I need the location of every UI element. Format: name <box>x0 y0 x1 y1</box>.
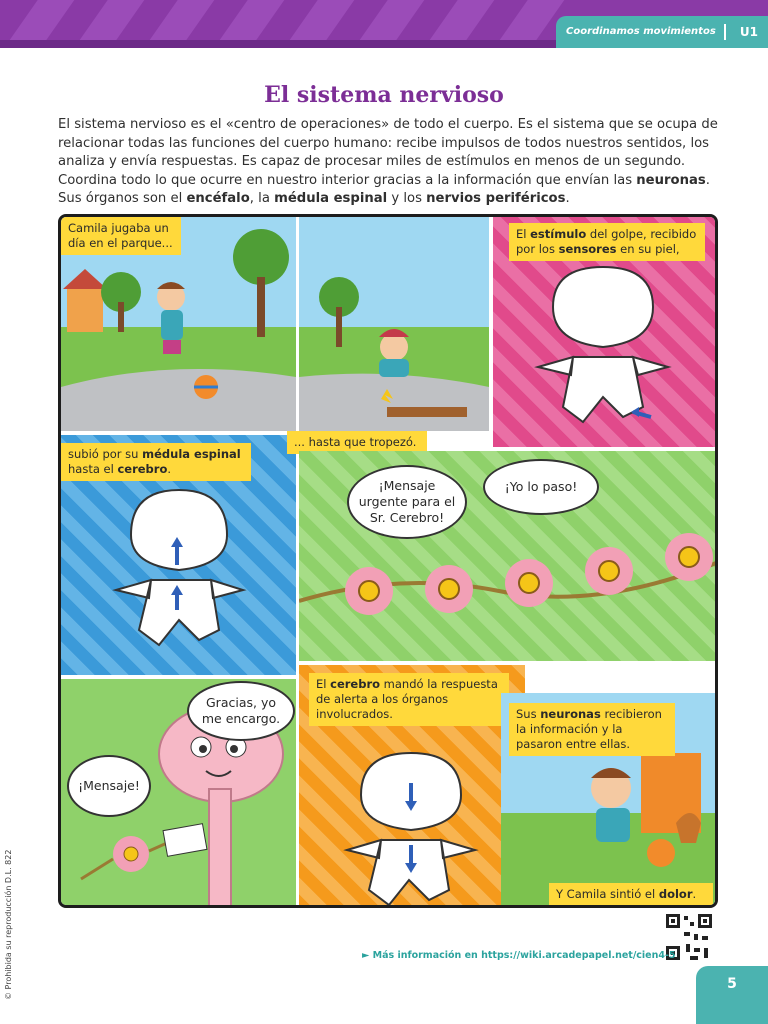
unit-title: Coordinamos movimientos <box>566 26 716 37</box>
more-info-link[interactable]: ► Más información en https://wiki.arcadepapel.net/cien4-5 <box>362 950 676 961</box>
panel-spinal-cord <box>61 435 296 675</box>
caption-park: Camila jugaba un día en el parque... <box>61 217 181 255</box>
caption-spinal: subió por su médula espinal hasta el cerebro. <box>61 443 251 481</box>
copyright-note: © Prohibida su reproducción D.L. 822 <box>4 849 13 1000</box>
comic-strip <box>58 214 718 908</box>
caption-response: El cerebro mandó la respuesta de alerta a los órganos involucrados. <box>309 673 509 726</box>
term-encefalo: encéfalo <box>186 191 250 206</box>
intro-text: , la <box>249 191 275 206</box>
panel-park-playing <box>61 217 296 431</box>
panel-response <box>299 665 525 908</box>
term-medula: médula espinal <box>274 191 388 206</box>
panel-neurons <box>299 451 718 661</box>
intro-text: . <box>565 191 570 206</box>
intro-text: . Sus órganos son el <box>58 172 710 206</box>
intro-text: y los <box>387 191 427 206</box>
page-number: 5 <box>696 966 768 1024</box>
unit-code: U1 <box>739 25 758 39</box>
panel-pain <box>501 693 718 908</box>
trip-scene-illustration <box>299 217 489 431</box>
panel-trip <box>299 217 489 431</box>
speech-bubble-urgent: ¡Mensaje urgente para el Sr. Cerebro! <box>347 465 467 539</box>
speech-bubble-pass: ¡Yo lo paso! <box>483 459 599 515</box>
caption-stimulus: El estímulo del golpe, recibido por los sensores en su piel, <box>509 223 705 261</box>
panel-brain <box>61 679 296 908</box>
intro-text: El sistema nervioso es el «centro de operaciones» de todo el cuerpo. Es el sistema que se ocupa de relacionar todas las funciones del cuerpo humano: recibe impulsos de todos nuestros sentidos, los analiza y envía respuestas. Es capaz de procesar miles de estímulos en menos de un segundo. Coordina todo lo que ocurre en nuestro interior gracias a la información que envían las <box>58 117 718 188</box>
unit-tab <box>556 16 768 48</box>
caption-pain: Y Camila sintió el dolor. <box>549 883 713 906</box>
panel-stimulus <box>493 217 718 447</box>
speech-bubble-thanks: Gracias, yo me encargo. <box>187 681 295 741</box>
speech-bubble-message: ¡Mensaje! <box>67 755 151 817</box>
intro-paragraph <box>58 116 718 209</box>
page-title: El sistema nervioso <box>264 82 504 108</box>
term-nervios: nervios periféricos <box>426 191 566 206</box>
caption-neurons: Sus neuronas recibieron la información y la pasaron entre ellas. <box>509 703 675 756</box>
term-neuronas: neuronas <box>636 172 706 188</box>
caption-trip: ... hasta que tropezó. <box>287 431 427 454</box>
